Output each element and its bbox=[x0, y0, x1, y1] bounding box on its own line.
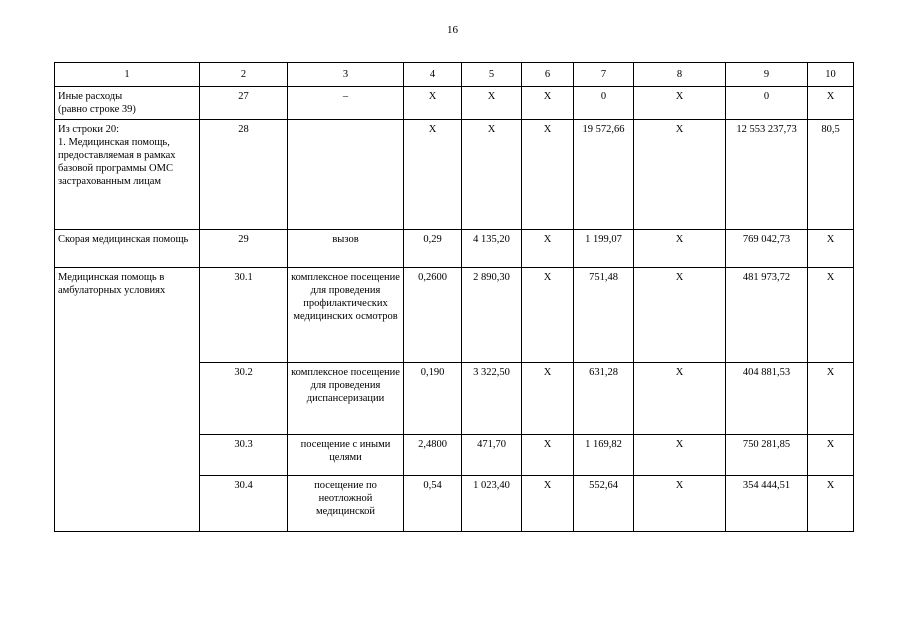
cell: 2 890,30 bbox=[462, 268, 522, 363]
cell: 1 199,07 bbox=[574, 230, 634, 268]
row-code: 30.1 bbox=[200, 268, 288, 363]
cell: X bbox=[634, 230, 726, 268]
table-row bbox=[55, 268, 854, 363]
cell: 751,48 bbox=[574, 268, 634, 363]
row-name: Скорая медицинская помощь bbox=[55, 230, 200, 268]
cell: 3 322,50 bbox=[462, 363, 522, 435]
cell: 0 bbox=[574, 87, 634, 120]
cell: 1 023,40 bbox=[462, 476, 522, 532]
data-table bbox=[54, 62, 854, 532]
cell: 19 572,66 bbox=[574, 120, 634, 230]
row-unit: посещение с иными целями bbox=[288, 435, 404, 476]
cell: X bbox=[522, 230, 574, 268]
cell: 0,29 bbox=[404, 230, 462, 268]
cell: 0,190 bbox=[404, 363, 462, 435]
table-row bbox=[55, 87, 854, 120]
cell: 552,64 bbox=[574, 476, 634, 532]
cell: 0,2600 bbox=[404, 268, 462, 363]
cell: 404 881,53 bbox=[726, 363, 808, 435]
row-unit: комплексное посещение для проведения профилактических медицинских осмотров bbox=[288, 268, 404, 363]
cell: X bbox=[808, 476, 854, 532]
cell: 471,70 bbox=[462, 435, 522, 476]
cell: X bbox=[404, 120, 462, 230]
cell: X bbox=[522, 268, 574, 363]
table-row bbox=[55, 120, 854, 230]
cell: 354 444,51 bbox=[726, 476, 808, 532]
cell: 0 bbox=[726, 87, 808, 120]
cell: 2,4800 bbox=[404, 435, 462, 476]
cell: X bbox=[634, 476, 726, 532]
row-name: Медицинская помощь в амбулаторных условиях bbox=[55, 268, 200, 532]
cell: X bbox=[634, 363, 726, 435]
column-header: 9 bbox=[726, 63, 808, 87]
column-header: 8 bbox=[634, 63, 726, 87]
row-unit bbox=[288, 120, 404, 230]
cell: X bbox=[522, 363, 574, 435]
cell: X bbox=[634, 120, 726, 230]
column-header: 7 bbox=[574, 63, 634, 87]
row-unit: комплексное посещение для проведения диспансеризации bbox=[288, 363, 404, 435]
column-header: 4 bbox=[404, 63, 462, 87]
column-header: 6 bbox=[522, 63, 574, 87]
row-code: 27 bbox=[200, 87, 288, 120]
cell: 750 281,85 bbox=[726, 435, 808, 476]
cell: 769 042,73 bbox=[726, 230, 808, 268]
row-code: 30.4 bbox=[200, 476, 288, 532]
cell: 631,28 bbox=[574, 363, 634, 435]
cell: X bbox=[808, 230, 854, 268]
cell: X bbox=[522, 435, 574, 476]
column-header: 1 bbox=[55, 63, 200, 87]
cell: X bbox=[522, 120, 574, 230]
cell: 12 553 237,73 bbox=[726, 120, 808, 230]
cell: 481 973,72 bbox=[726, 268, 808, 363]
header-row bbox=[55, 63, 854, 87]
cell: X bbox=[462, 87, 522, 120]
cell: X bbox=[634, 435, 726, 476]
column-header: 2 bbox=[200, 63, 288, 87]
cell: 80,5 bbox=[808, 120, 854, 230]
row-unit: посещение по неотложной медицинской bbox=[288, 476, 404, 532]
cell: X bbox=[522, 87, 574, 120]
row-name: Из строки 20: 1. Медицинская помощь, предоставляемая в рамках базовой программы ОМС застрахованным лицам bbox=[55, 120, 200, 230]
row-unit: – bbox=[288, 87, 404, 120]
cell: 1 169,82 bbox=[574, 435, 634, 476]
row-unit: вызов bbox=[288, 230, 404, 268]
row-name: Иные расходы (равно строке 39) bbox=[55, 87, 200, 120]
cell: X bbox=[808, 268, 854, 363]
cell: 0,54 bbox=[404, 476, 462, 532]
column-header: 10 bbox=[808, 63, 854, 87]
column-header: 3 bbox=[288, 63, 404, 87]
cell: X bbox=[404, 87, 462, 120]
table-row bbox=[55, 230, 854, 268]
cell: X bbox=[808, 435, 854, 476]
cell: X bbox=[462, 120, 522, 230]
row-code: 30.2 bbox=[200, 363, 288, 435]
cell: X bbox=[634, 87, 726, 120]
cell: X bbox=[522, 476, 574, 532]
row-code: 29 bbox=[200, 230, 288, 268]
cell: 4 135,20 bbox=[462, 230, 522, 268]
row-code: 30.3 bbox=[200, 435, 288, 476]
cell: X bbox=[634, 268, 726, 363]
row-code: 28 bbox=[200, 120, 288, 230]
page-number: 16 bbox=[447, 24, 458, 36]
column-header: 5 bbox=[462, 63, 522, 87]
cell: X bbox=[808, 87, 854, 120]
cell: X bbox=[808, 363, 854, 435]
